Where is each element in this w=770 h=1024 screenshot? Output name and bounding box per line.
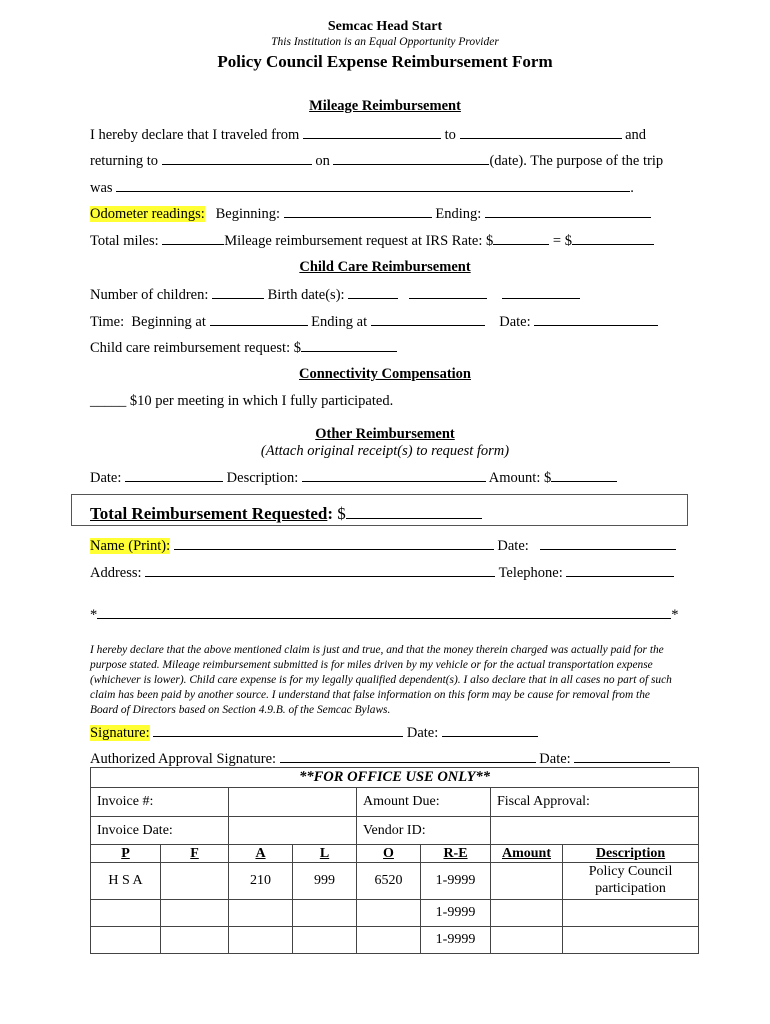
- office-use-title: **FOR OFFICE USE ONLY**: [91, 768, 699, 788]
- cell-o[interactable]: [357, 927, 421, 954]
- beginning-at-field[interactable]: [210, 313, 308, 326]
- dollar-sign: $: [564, 233, 572, 249]
- mileage-line-3: [90, 179, 634, 197]
- odometer-beginning-field[interactable]: [284, 205, 432, 218]
- trip-date-field[interactable]: [333, 152, 489, 165]
- approval-date-label: Date:: [539, 751, 571, 767]
- number-children-label: Number of children:: [90, 287, 209, 303]
- col-header-re: R-E: [421, 845, 491, 863]
- cell-a[interactable]: [229, 927, 293, 954]
- cell-amount[interactable]: [491, 900, 563, 927]
- invoice-date-label: Invoice Date:: [91, 817, 229, 845]
- description-field[interactable]: [302, 469, 486, 482]
- equals-sign: =: [552, 233, 562, 249]
- cell-amount[interactable]: [491, 863, 563, 900]
- org-name: Semcac Head Start: [327, 19, 443, 34]
- table-row: [91, 863, 699, 900]
- name-date-label: Date:: [497, 538, 529, 554]
- mileage-line-1: [90, 126, 646, 144]
- invoice-number-field[interactable]: [229, 788, 357, 817]
- odometer-beginning-label: Beginning:: [215, 206, 281, 222]
- other-date-field[interactable]: [125, 469, 223, 482]
- cell-o: 6520: [357, 863, 421, 900]
- cell-a: 210: [229, 863, 293, 900]
- child-care-request-field[interactable]: [301, 339, 397, 352]
- odometer-ending-field[interactable]: [485, 205, 651, 218]
- cell-p[interactable]: [91, 927, 161, 954]
- amount-label: Amount: $: [488, 470, 552, 486]
- cell-p: H S A: [91, 863, 161, 900]
- date-purpose-label: (date). The purpose of the trip: [489, 153, 664, 169]
- birth-date-field-2[interactable]: [409, 286, 487, 299]
- total-miles-field[interactable]: [162, 232, 224, 245]
- total-line: [90, 504, 482, 524]
- total-dollar: $: [337, 504, 346, 523]
- connectivity-line: [90, 393, 393, 410]
- receipt-note: (Attach original receipt(s) to request form): [260, 443, 510, 459]
- invoice-date-field[interactable]: [229, 817, 357, 845]
- other-date-label: Date:: [90, 470, 122, 486]
- connectivity-text: $10 per meeting in which I fully participated.: [129, 393, 394, 409]
- child-care-request-line: [90, 339, 397, 357]
- separator-rule: [97, 606, 671, 619]
- vendor-id-label: Vendor ID:: [357, 817, 491, 845]
- period: .: [630, 180, 634, 196]
- separator-line: [90, 606, 679, 624]
- table-row: [91, 900, 699, 927]
- to-field[interactable]: [460, 126, 622, 139]
- total-miles-line: [90, 232, 654, 250]
- telephone-field[interactable]: [566, 564, 674, 577]
- cell-description: Policy Council participation: [563, 863, 699, 900]
- mileage-line-2: [90, 152, 663, 170]
- odometer-line: [90, 205, 651, 223]
- other-amount-field[interactable]: [551, 469, 617, 482]
- ending-at-label: Ending at: [311, 314, 368, 330]
- cell-re: 1-9999: [421, 863, 491, 900]
- mileage-heading: Mileage Reimbursement: [309, 98, 461, 114]
- signature-field[interactable]: [153, 724, 403, 737]
- cell-f[interactable]: [161, 900, 229, 927]
- name-date-field[interactable]: [540, 537, 676, 550]
- child-care-heading: Child Care Reimbursement: [299, 259, 471, 275]
- children-line: [90, 286, 580, 304]
- signature-date-label: Date:: [406, 725, 439, 741]
- col-header-description: Description: [563, 845, 699, 863]
- form-title: Policy Council Expense Reimbursement Form: [217, 52, 553, 71]
- child-care-date-field[interactable]: [534, 313, 658, 326]
- to-label: to: [444, 127, 456, 143]
- cell-f[interactable]: [161, 863, 229, 900]
- total-amount-field[interactable]: [346, 504, 482, 519]
- trip-purpose-field[interactable]: [116, 179, 630, 192]
- cell-re: 1-9999: [421, 927, 491, 954]
- other-heading: Other Reimbursement: [315, 426, 455, 442]
- irs-rate-field[interactable]: [493, 232, 549, 245]
- star-left: *: [90, 607, 98, 623]
- approval-date-field[interactable]: [574, 750, 670, 763]
- cell-l: 999: [293, 863, 357, 900]
- approval-signature-field[interactable]: [280, 750, 536, 763]
- odometer-label: Odometer readings:: [90, 206, 205, 222]
- name-field[interactable]: [174, 537, 494, 550]
- returning-to-label: returning to: [90, 153, 159, 169]
- irs-rate-label: Mileage reimbursement request at IRS Rate: $: [224, 233, 494, 249]
- name-line: [90, 537, 676, 555]
- telephone-label: Telephone:: [498, 565, 563, 581]
- cell-f[interactable]: [161, 927, 229, 954]
- col-header-o: O: [357, 845, 421, 863]
- signature-label: Signature:: [90, 725, 150, 741]
- office-use-table: [90, 767, 699, 954]
- on-label: on: [315, 153, 330, 169]
- ending-at-field[interactable]: [371, 313, 485, 326]
- declaration-paragraph: I hereby declare that the above mentioned claim is just and true, and that the money therein charged was actually paid for the purpose stated. Mileage reimbursement submitted is for miles driven by my vehicle or for the actual transportation expense (whichever is lower). Child care expense is for my legally qualified dependent(s). I also declare that in all cases no part of such claim has been paid by another source. I understand that false information on this form may be cause for removal from the Board of Directors based on Section 4.9.B. of the Semcac Bylaws.: [90, 644, 672, 716]
- connectivity-blank[interactable]: _____: [90, 393, 127, 409]
- col-header-f: F: [161, 845, 229, 863]
- child-care-request-label: Child care reimbursement request: $: [90, 340, 301, 356]
- amount-due-label: Amount Due:: [357, 788, 491, 817]
- returning-to-field[interactable]: [162, 152, 312, 165]
- from-field[interactable]: [303, 126, 441, 139]
- address-line: [90, 564, 674, 582]
- cell-o[interactable]: [357, 900, 421, 927]
- number-children-field[interactable]: [212, 286, 264, 299]
- birth-date-field-3[interactable]: [502, 286, 580, 299]
- cell-p[interactable]: [91, 900, 161, 927]
- time-label: Time:: [90, 314, 125, 330]
- name-print-label: Name (Print):: [90, 538, 171, 554]
- signature-date-field[interactable]: [442, 724, 538, 737]
- odometer-ending-label: Ending:: [435, 206, 482, 222]
- was-label: was: [90, 180, 113, 196]
- equal-opportunity-note: This Institution is an Equal Opportunity Provider: [271, 36, 499, 48]
- birth-dates-label: Birth date(s):: [267, 287, 345, 303]
- star-right: *: [671, 607, 679, 623]
- address-label: Address:: [90, 565, 142, 581]
- col-header-a: A: [229, 845, 293, 863]
- traveled-from-label: I hereby declare that I traveled from: [90, 127, 300, 143]
- col-header-amount: Amount: [491, 845, 563, 863]
- child-care-date-label: Date:: [499, 314, 531, 330]
- total-label: Total Reimbursement Requested: [90, 504, 328, 523]
- connectivity-heading: Connectivity Compensation: [299, 366, 471, 382]
- cell-a[interactable]: [229, 900, 293, 927]
- table-row: [91, 927, 699, 954]
- signature-line: [90, 724, 538, 742]
- cell-description[interactable]: [563, 927, 699, 954]
- cell-l[interactable]: [293, 927, 357, 954]
- beginning-at-label: Beginning at: [131, 314, 206, 330]
- address-field[interactable]: [145, 564, 495, 577]
- approval-line: [90, 750, 670, 768]
- cell-l[interactable]: [293, 900, 357, 927]
- mileage-total-field[interactable]: [572, 232, 654, 245]
- cell-amount[interactable]: [491, 927, 563, 954]
- approval-signature-label: Authorized Approval Signature:: [90, 751, 277, 767]
- fiscal-approval-label: Fiscal Approval:: [491, 788, 699, 817]
- cell-re: 1-9999: [421, 900, 491, 927]
- and-label: and: [625, 127, 647, 143]
- vendor-id-field[interactable]: [491, 817, 699, 845]
- description-label: Description:: [226, 470, 299, 486]
- col-header-l: L: [293, 845, 357, 863]
- total-miles-label: Total miles:: [90, 233, 159, 249]
- col-header-p: P: [91, 845, 161, 863]
- invoice-number-label: Invoice #:: [91, 788, 229, 817]
- other-line: [90, 469, 617, 487]
- child-care-time-line: [90, 313, 658, 331]
- total-colon: :: [327, 504, 334, 523]
- cell-description[interactable]: [563, 900, 699, 927]
- birth-date-field-1[interactable]: [348, 286, 398, 299]
